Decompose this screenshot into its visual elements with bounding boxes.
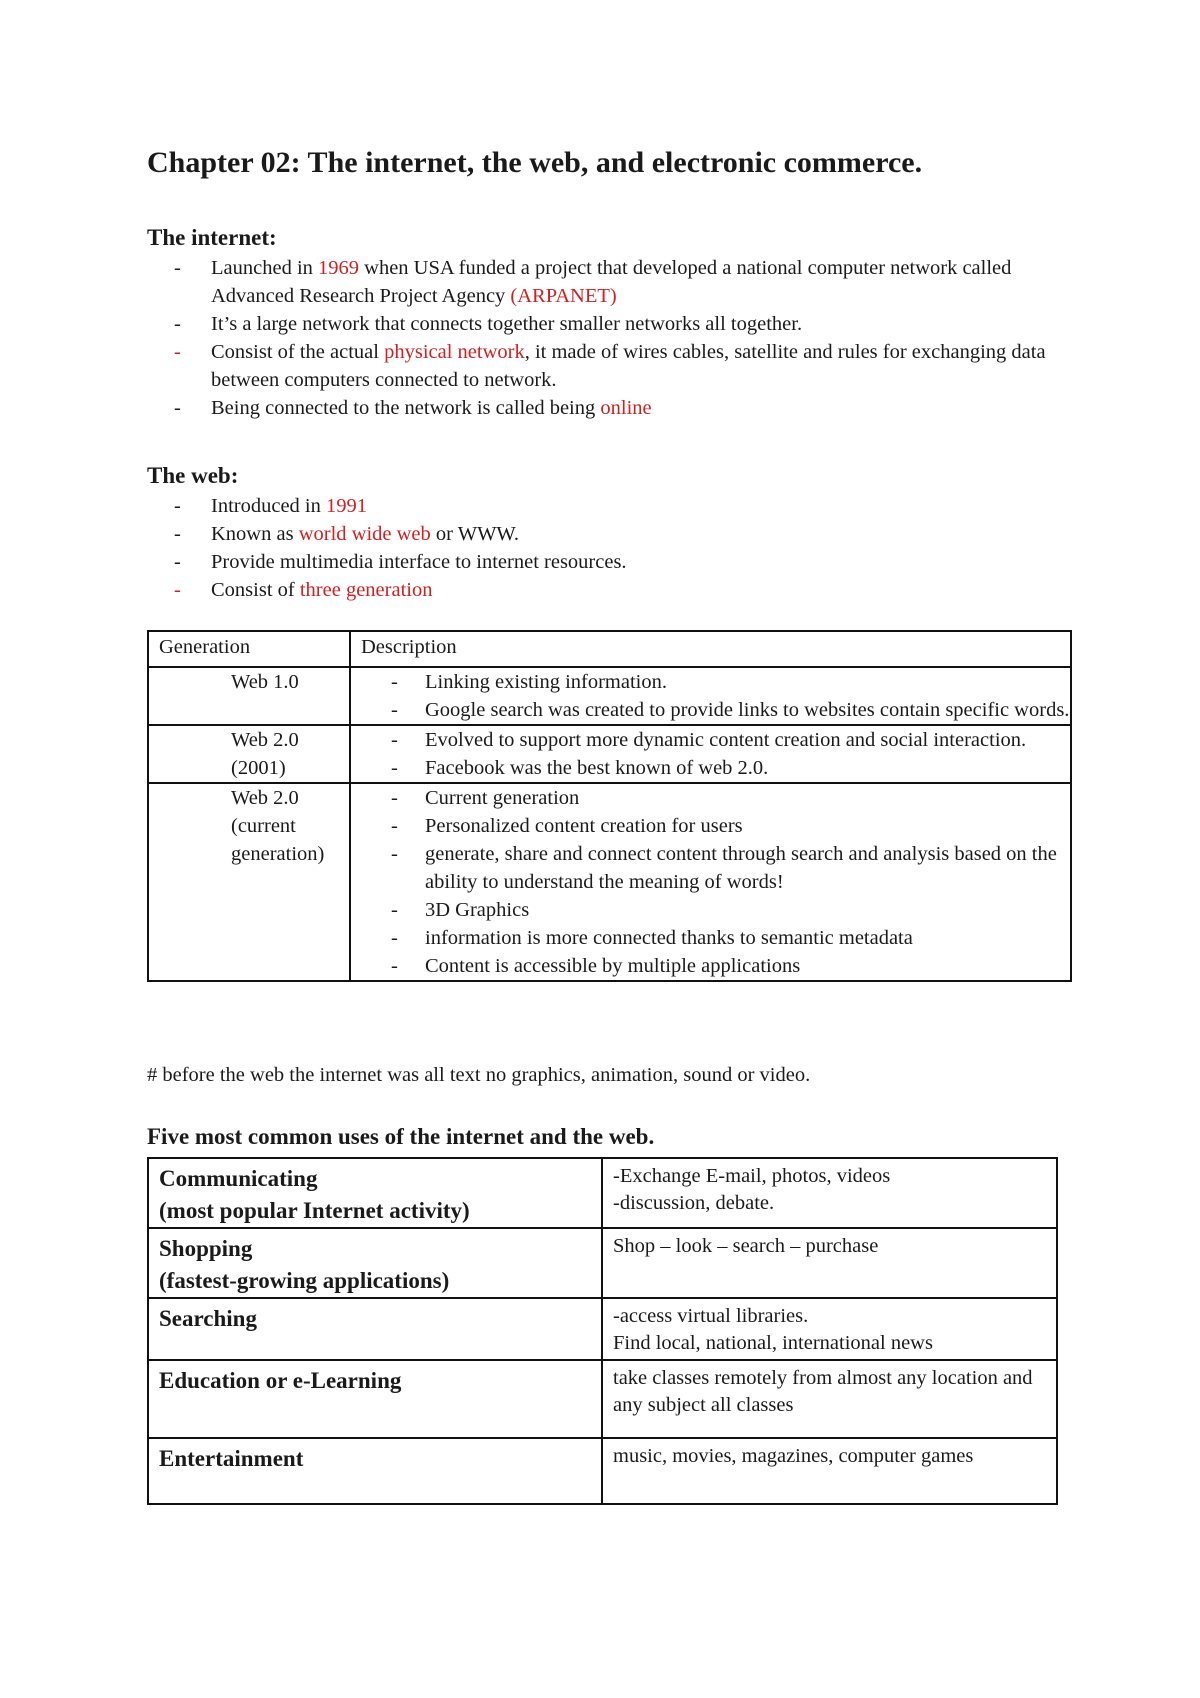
generation-cell (148, 667, 350, 725)
generation-row (148, 667, 1071, 725)
use-name-cell (148, 1158, 602, 1228)
web-list (147, 492, 1047, 604)
use-detail-line: -discussion, debate. (613, 1192, 775, 1214)
web-heading: The web: (147, 463, 239, 488)
dash-bullet: - (391, 729, 398, 751)
note-text: # before the web the internet was all text no graphics, animation, sound or video. (147, 1064, 811, 1086)
highlight-text: 1991 (326, 495, 367, 517)
dash-bullet: - (174, 313, 181, 335)
use-row (148, 1158, 1057, 1228)
description-text: Linking existing information. (425, 671, 667, 693)
web-item (147, 576, 1047, 604)
description-text: information is more connected thanks to semantic metadata (425, 927, 913, 949)
item-text: Provide multimedia interface to internet resources. (211, 551, 627, 573)
item-text: Being connected to the network is called being (211, 397, 601, 419)
generation-label-line: (2001) (231, 757, 286, 779)
header-description: Description (350, 631, 1071, 667)
use-name-line: Shopping (159, 1236, 253, 1261)
dash-bullet: - (391, 757, 398, 779)
use-detail-line: Find local, national, international news (613, 1332, 933, 1354)
description-item (351, 952, 1070, 980)
generation-label (149, 784, 349, 868)
page-title: Chapter 02: The internet, the web, and electronic commerce. (147, 146, 923, 179)
dash-bullet: - (391, 815, 398, 837)
web-item (147, 520, 1047, 548)
description-item (351, 668, 1070, 696)
generation-label-line: Web 2.0 (231, 729, 299, 751)
item-text: Known as (211, 523, 299, 545)
uses-table (147, 1157, 1058, 1505)
generation-label-line: Web 1.0 (231, 671, 299, 693)
dash-bullet: - (174, 397, 181, 419)
item-text: Launched in (211, 257, 319, 279)
uses-heading: Five most common uses of the internet and the web. (147, 1124, 655, 1149)
dash-bullet: - (391, 955, 398, 977)
dash-bullet: - (174, 495, 181, 517)
highlight-text: world wide web (298, 523, 431, 545)
description-item (351, 812, 1070, 840)
use-name-line: Education or e-Learning (159, 1368, 402, 1393)
description-text: Evolved to support more dynamic content creation and social interaction. (425, 729, 1027, 751)
internet-item (147, 254, 1047, 310)
dash-bullet: - (391, 671, 398, 693)
highlight-text: (ARPANET) (510, 285, 617, 307)
dash-bullet: - (174, 523, 181, 545)
description-item (351, 784, 1070, 812)
description-list (351, 726, 1070, 782)
web-item (147, 548, 1047, 576)
description-item (351, 726, 1070, 754)
use-row (148, 1298, 1057, 1360)
description-item (351, 840, 1070, 896)
generation-row (148, 725, 1071, 783)
description-item (351, 896, 1070, 924)
dash-bullet: - (391, 927, 398, 949)
use-details-cell (602, 1228, 1057, 1298)
internet-heading: The internet: (147, 225, 277, 250)
dash-bullet: - (391, 699, 398, 721)
dash-bullet: - (391, 899, 398, 921)
description-item (351, 754, 1070, 782)
description-text: generate, share and connect content through search and analysis based on the ability to understand the meaning of words! (425, 843, 1057, 893)
use-name-cell (148, 1360, 602, 1438)
dash-bullet: - (391, 787, 398, 809)
generations-table-header (148, 631, 1071, 667)
generation-label (149, 668, 349, 696)
use-name-cell (148, 1228, 602, 1298)
description-text: 3D Graphics (425, 899, 530, 921)
generations-table (147, 630, 1072, 982)
use-details-cell (602, 1360, 1057, 1438)
dash-bullet: - (174, 341, 181, 363)
internet-item (147, 394, 1047, 422)
use-details-cell (602, 1158, 1057, 1228)
use-name-line: (most popular Internet activity) (159, 1198, 470, 1223)
use-detail-line: take classes remotely from almost any location and any subject all classes (613, 1367, 1033, 1416)
highlight-text: 1969 (318, 257, 360, 279)
generation-label-line: Web 2.0 (231, 787, 299, 809)
use-name-cell (148, 1438, 602, 1504)
highlight-text: physical network (384, 341, 525, 363)
item-text: Consist of the actual (211, 341, 385, 363)
use-row (148, 1228, 1057, 1298)
use-detail-line: -Exchange E-mail, photos, videos (613, 1165, 891, 1187)
use-row (148, 1438, 1057, 1504)
description-text: Content is accessible by multiple applications (425, 955, 801, 977)
use-detail-line: music, movies, magazines, computer games (613, 1445, 974, 1467)
item-text: Consist of (211, 579, 300, 601)
generation-label (149, 726, 349, 782)
item-text: or WWW. (430, 523, 520, 545)
description-cell (350, 667, 1071, 725)
use-name-line: Entertainment (159, 1446, 304, 1471)
use-detail-line: Shop – look – search – purchase (613, 1235, 879, 1257)
highlight-text: online (600, 397, 652, 419)
use-name-line: Communicating (159, 1166, 318, 1191)
description-text: Personalized content creation for users (425, 815, 743, 837)
header-generation: Generation (148, 631, 350, 667)
description-text: Current generation (425, 787, 580, 809)
description-text: Facebook was the best known of web 2.0. (425, 757, 769, 779)
generation-row (148, 783, 1071, 981)
internet-item (147, 310, 1047, 338)
description-list (351, 668, 1070, 724)
description-cell (350, 783, 1071, 981)
use-row (148, 1360, 1057, 1438)
item-text: Introduced in (211, 495, 326, 517)
use-name-line: Searching (159, 1306, 257, 1331)
generation-cell (148, 725, 350, 783)
description-list (351, 784, 1070, 980)
description-item (351, 696, 1070, 724)
internet-list (147, 254, 1047, 422)
highlight-text: three generation (299, 579, 433, 601)
generation-label-line: generation) (231, 843, 325, 865)
web-item (147, 492, 1047, 520)
description-text: Google search was created to provide links to websites contain specific words. (425, 699, 1070, 721)
description-item (351, 924, 1070, 952)
item-text: It’s a large network that connects together smaller networks all together. (211, 313, 803, 335)
use-details-cell (602, 1298, 1057, 1360)
dash-bullet: - (174, 551, 181, 573)
use-detail-line: -access virtual libraries. (613, 1305, 809, 1327)
use-name-line: (fastest-growing applications) (159, 1268, 450, 1293)
dash-bullet: - (174, 579, 181, 601)
dash-bullet: - (174, 257, 181, 279)
use-name-cell (148, 1298, 602, 1360)
generation-label-line: (current (231, 815, 296, 837)
use-details-cell (602, 1438, 1057, 1504)
generation-cell (148, 783, 350, 981)
item-text: when USA funded a project that developed a national computer network called Advanced Research Project Agency (211, 257, 1012, 307)
dash-bullet: - (391, 843, 398, 865)
description-cell (350, 725, 1071, 783)
internet-item (147, 338, 1047, 394)
item-text: , it made of wires cables, satellite and rules for exchanging data between computers connected to network. (211, 341, 1046, 391)
